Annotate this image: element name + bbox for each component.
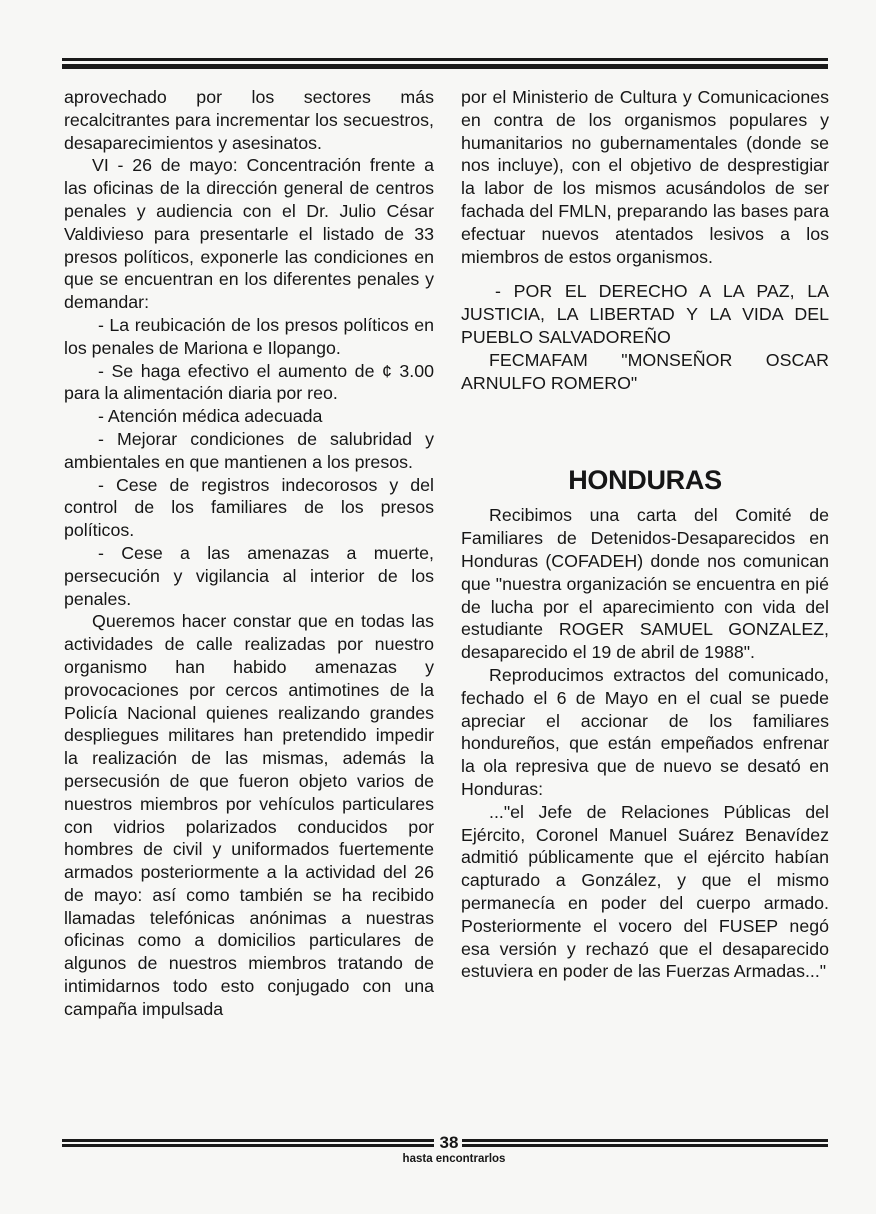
slogan: - POR EL DERECHO A LA PAZ, LA JUSTICIA, LA LIBERTAD Y LA VIDA DEL PUEBLO SALVADOREÑO bbox=[461, 281, 829, 347]
list-item: - Mejorar condiciones de salubridad y ambientales en que mantienen a los presos. bbox=[64, 428, 434, 472]
list-item: - Atención médica adecuada bbox=[98, 406, 323, 427]
left-column bbox=[64, 86, 434, 1021]
signature: FECMAFAM "MONSEÑOR OSCAR ARNULFO ROMERO" bbox=[461, 349, 829, 393]
paragraph: Recibimos una carta del Comité de Familiares de Detenidos-Desaparecidos en Honduras (COFADEH) donde nos comunican que "nuestra organización se encuentra en pié de lucha por el aparecimiento con vida del estudiante ROGER SAMUEL GONZALEZ, desaparecido el 19 de abril de 1988". bbox=[461, 505, 829, 663]
list-item: - Cese a las amenazas a muerte, persecución y vigilancia al interior de los penales. bbox=[64, 542, 434, 609]
paragraph: Reproducimos extractos del comunicado, fechado el 6 de Mayo en el cual se puede apreciar el accionar de los familiares hondureños, que están empeñados enfrenar la ola represiva que de nuevo se desató en Honduras: bbox=[461, 664, 829, 799]
quote-paragraph: ..."el Jefe de Relaciones Públicas del Ejército, Coronel Manuel Suárez Benavídez admitió públicamente que el ejército habían capturado a González, y que el mismo permanecía en poder del cuerpo armado. Posteriormente el vocero del FUSEP negó esa versión y rechazó que el desaparecido estuviera en poder de las Fuerzas Armadas..." bbox=[461, 801, 829, 982]
list-item: - Se haga efectivo el aumento de ¢ 3.00 para la alimentación diaria por reo. bbox=[64, 360, 434, 404]
paragraph: por el Ministerio de Cultura y Comunicaciones en contra de los organismos populares y humanitarios no gubernamentales (donde se nos incluye), con el objetivo de desprestigiar la labor de los mismos acusándolos de ser fachada del FMLN, preparando las bases para efectuar nuevos atentados lesivos a los miembros de estos organismos. bbox=[461, 87, 829, 267]
footer-rule-left bbox=[62, 1139, 434, 1147]
paragraph: aprovechado por los sectores más recalcitrantes para incrementar los secuestros, desaparecimientos y asesinatos. bbox=[64, 87, 434, 153]
footer-rule-right bbox=[462, 1139, 828, 1147]
paragraph: Queremos hacer constar que en todas las actividades de calle realizadas por nuestro organismo han habido amenazas y provocaciones por cercos antimotines de la Policía Nacional quienes realizando grandes despliegues militares han pretendido impedir la realización de las mismas, además la persecusión de que fueron objeto varios de nuestros miembros por vehículos particulares con vidrios polarizados conducidos por hombres de civil y uniformados fuertemente armados posteriormente a la actividad del 26 de mayo: así como también se ha recibido llamadas telefónicas anónimas a nuestras oficinas como a domicilios particulares de algunos de nuestros miembros tratando de intimidarnos todo esto conjugado con una campaña impulsada bbox=[64, 611, 434, 1019]
list-item: - La reubicación de los presos políticos en los penales de Mariona e Ilopango. bbox=[64, 314, 434, 358]
publication-footer: hasta encontrarlos bbox=[402, 1153, 506, 1165]
right-column bbox=[461, 86, 829, 983]
list-item: - Cese de registros indecorosos y del control de los familiares de los presos políticos. bbox=[64, 474, 434, 541]
section-heading: HONDURAS bbox=[568, 465, 722, 496]
paragraph: VI - 26 de mayo: Concentración frente a las oficinas de la dirección general de centros penales y audiencia con el Dr. Julio César Valdivieso para presentarle el listado de 33 presos políticos, exponerle las condiciones en que se encuentran en los diferentes penales y demandar: bbox=[64, 155, 434, 313]
page-number: 38 bbox=[439, 1133, 459, 1152]
header-double-rule bbox=[62, 58, 828, 71]
